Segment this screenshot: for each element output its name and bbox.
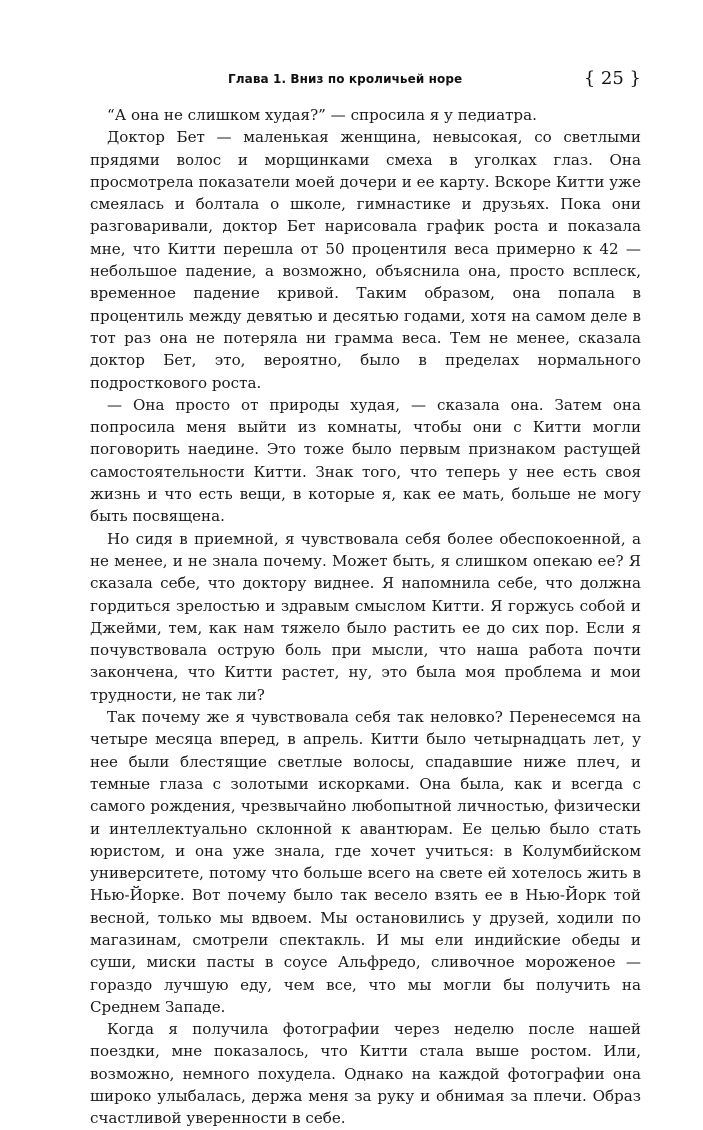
paragraph: “А она не слишком худая?” — спросила я у педиатра. <box>107 106 537 124</box>
paragraph: — Она просто от природы худая, — сказала она. Затем она попросила меня выйти из комнаты, чтобы они с Китти могли поговорить наедине. Это тоже было первым признаком растущей самостоятельности Китти. Знак того, что теперь у нее есть своя жизнь и что есть вещи, в которые я, как ее мать, больше не могу быть посвящена. <box>90 395 641 526</box>
running-head <box>90 68 641 94</box>
chapter-title: Глава 1. Вниз по кроличьей норе <box>228 72 463 86</box>
paragraph: Доктор Бет — маленькая женщина, невысокая, со светлыми прядями волос и морщинками смеха в уголках глаз. Она просмотрела показатели моей дочери и ее карту. Вскоре Китти уже смеялась и болтала о школе, гимнастике и друзьях. Пока они разговаривали, доктор Бет нарисовала график роста и показала мне, что Китти перешла от 50 процентиля веса примерно к 42 — небольшое падение, а возможно, объяснила она, просто всплеск, временное падение кривой. Таким образом, она попала в процентиль между девятью и десятью годами, хотя на самом деле в тот раз она не потеряла ни грамма веса. Тем не менее, сказала доктор Бет, это, вероятно, было в пределах нормального подросткового роста. <box>90 128 641 392</box>
body-text <box>90 104 641 1130</box>
paragraph: Когда я получила фотографии через неделю после нашей поездки, мне показалось, что Китти стала выше ростом. Или, возможно, немного похудела. Однако на каждой фотографии она широко улыбалась, держа меня за руку и обнимая за плечи. Образ счастливой уверенности в себе. <box>90 1020 641 1128</box>
paragraph: Но сидя в приемной, я чувствовала себя более обеспокоенной, а не менее, и не знала почему. Может быть, я слишком опекаю ее? Я сказала себе, что доктору виднее. Я напомнила себе, что должна гордиться зрелостью и здравым смыслом Китти. Я горжусь собой и Джейми, тем, как нам тяжело было растить ее до сих пор. Если я почувствовала острую боль при мысли, что наша работа почти закончена, что Китти растет, ну, это была моя проблема и мои трудности, не так ли? <box>90 529 641 704</box>
paragraph: Так почему же я чувствовала себя так неловко? Перенесемся на четыре месяца вперед, в апрель. Китти было четырнадцать лет, у нее были блестящие светлые волосы, спадавшие ниже плеч, и темные глаза с золотыми искорками. Она была, как и всегда с самого рождения, чрезвычайно любопытной личностью, физически и интеллектуально склонной к авантюрам. Ее целью было стать юристом, и она уже знала, где хочет учиться: в Колумбийском университете, потому что больше всего на свете ей хотелось жить в Нью-Йорке. Вот почему было так весело взять ее в Нью-Йорк той весной, только мы вдвоем. Мы остановились у друзей, ходили по магазинам, смотрели спектакль. И мы ели индийские обеды и суши, миски пасты в соусе Альфредо, сливочное мороженое — гораздо лучшую еду, чем все, что мы могли бы получить на Среднем Западе. <box>90 708 641 1016</box>
page-number: { 25 } <box>583 68 641 89</box>
